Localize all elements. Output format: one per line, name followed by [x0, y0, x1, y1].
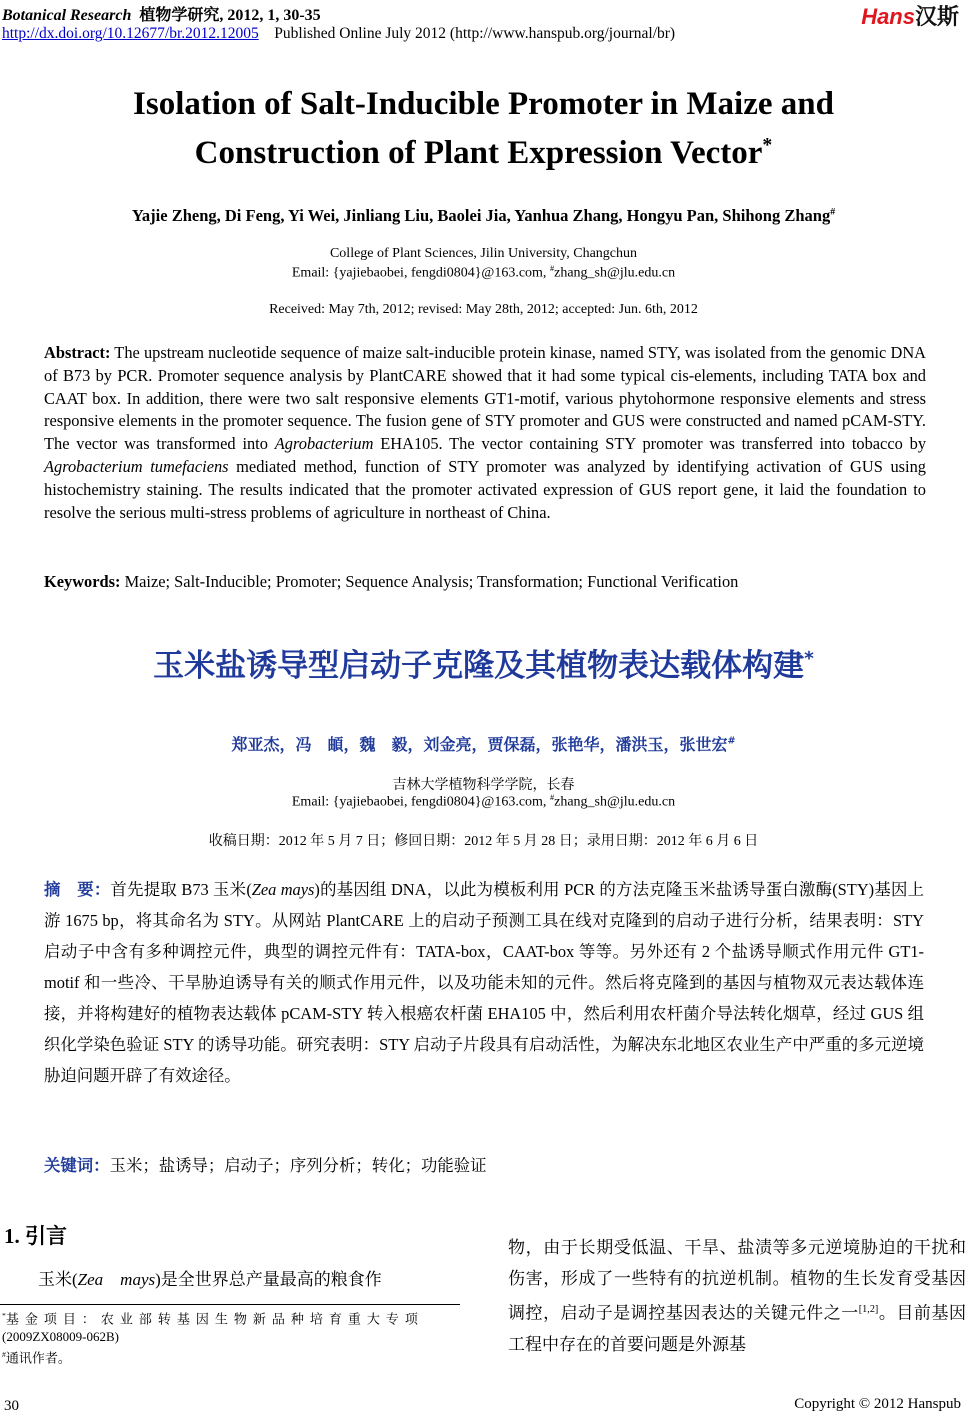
body-text: 玉米(	[38, 1270, 78, 1289]
title-line: Construction of Plant Expression Vector	[194, 135, 763, 171]
chinese-keywords	[44, 1152, 487, 1176]
keywords-label: Keywords:	[44, 572, 121, 591]
section-heading-introduction: 1. 引言	[4, 1224, 67, 1248]
left-column-text	[4, 1264, 460, 1295]
email-text: Email: {yajiebaobei, fengdi0804}@163.com,	[291, 265, 550, 281]
english-title	[0, 84, 967, 174]
footnote-mark: #	[830, 206, 836, 218]
abstract-italic: Agrobacterium	[274, 434, 374, 454]
english-affiliation: College of Plant Sciences, Jilin University, Changchun	[329, 246, 638, 261]
email-text: Email: {yajiebaobei, fengdi0804}@163.com,	[291, 794, 550, 810]
email-text: zhang_sh@jlu.edu.cn	[554, 794, 676, 810]
published-info: Published Online July 2012 (http://www.hanspub.org/journal/br)	[274, 25, 676, 42]
abstract-italic: Agrobacterium tumefaciens	[44, 456, 229, 476]
footnote-mark: *	[762, 134, 773, 156]
page-number: 30	[4, 1398, 19, 1414]
english-abstract	[44, 342, 926, 524]
abstract-text: 首先提取 B73 玉米(	[110, 880, 252, 899]
footnote-mark: #	[549, 264, 555, 273]
email-text: zhang_sh@jlu.edu.cn	[554, 265, 676, 281]
logo-cn: 汉斯	[914, 4, 959, 29]
chinese-received-dates: 收稿日期：2012 年 5 月 7 日；修回日期：2012 年 5 月 28 日；录用日期：2012 年 6 月 6 日	[208, 834, 759, 849]
keywords-label: 关键词：	[44, 1156, 110, 1175]
chinese-affiliation: 吉林大学植物科学学院，长春	[392, 778, 575, 793]
body-italic: Zea mays	[77, 1270, 156, 1289]
footnote-fund-code: (2009ZX08009-062B)	[2, 1329, 119, 1345]
citation: [1,2]	[858, 1304, 879, 1315]
abstract-label: Abstract:	[44, 343, 111, 362]
doi-line	[2, 25, 675, 43]
footnote-mark: *	[2, 1311, 6, 1320]
authors-text: 郑亚杰，冯 頔，魏 毅，刘金亮，贾保磊，张艳华，潘洪玉，张世宏	[231, 735, 728, 754]
copyright: Copyright © 2012 Hanspub	[794, 1396, 961, 1412]
chinese-authors	[0, 732, 967, 755]
abstract-text: The upstream nucleotide sequence of maize salt-inducible protein kinase, named STY, was isolated from the genomic DNA of B73 by PCR. Promoter sequence analysis by PlantCARE showed that it had some typical cis-elements, including TATA box and CAAT box. In addition, there were two salt responsive elements GT1-motif, various phytohormone responsive elements and stress responsive elements in the promoter sequence. The fusion gene of STY promoter and GUS were constructed and named pCAM-STY. The vector was transformed into	[44, 343, 926, 454]
authors-text: Yajie Zheng, Di Feng, Yi Wei, Jinliang Liu, Baolei Jia, Yanhua Zhang, Hongyu Pan, Shihong Zhang	[131, 206, 831, 225]
title-text: 玉米盐诱导型启动子克隆及其植物表达载体构建	[153, 648, 805, 684]
doi-link[interactable]: http://dx.doi.org/10.12677/br.2012.12005	[2, 25, 259, 42]
english-email	[0, 264, 967, 282]
body-text: 。目前基因工程中存在的首要问题是外源基	[508, 1303, 967, 1354]
journal-header	[2, 2, 321, 25]
footnote-divider	[0, 1304, 460, 1305]
body-text: 物，由于长期受低温、干旱、盐渍等多元逆境胁迫的干扰和伤害，形成了一些特有的抗逆机制。植物的生长发育受基因调控，启动子是调控基因表达的关键元件之一	[508, 1238, 966, 1323]
footnote-fund	[2, 1307, 460, 1328]
journal-name: Botanical Research	[2, 7, 132, 24]
footnote-mark: #	[727, 735, 736, 747]
abstract-text: mediated method, function of STY promoter was analyzed by identifying activation of GUS using histochemistry staining. The results indicated that the promoter activated expression of GUS report gene, it laid the foundation to resolve the serious multi-stress problems of agriculture in northeast of China.	[44, 456, 926, 522]
logo-latin: Hans	[861, 4, 915, 29]
footnote-correspondence	[2, 1346, 460, 1367]
chinese-title	[0, 640, 967, 685]
chinese-abstract	[44, 874, 924, 1091]
keywords-text: Maize; Salt-Inducible; Promoter; Sequence Analysis; Transformation; Functional Verification	[120, 572, 739, 591]
journal-citation: 植物学研究, 2012, 1, 30-35	[139, 7, 321, 24]
right-column-text	[508, 1232, 966, 1360]
footnote-mark: #	[2, 1350, 6, 1360]
footnote-text: 通讯作者。	[5, 1350, 71, 1366]
abstract-italic: Zea mays	[251, 880, 315, 899]
english-received-dates: Received: May 7th, 2012; revised: May 28th, 2012; accepted: Jun. 6th, 2012	[269, 302, 698, 317]
keywords-text: 玉米；盐诱导；启动子；序列分析；转化；功能验证	[109, 1156, 487, 1175]
body-text: )是全世界总产量最高的粮食作	[155, 1270, 382, 1289]
abstract-label: 摘 要：	[44, 880, 111, 899]
footnote-mark: *	[804, 648, 814, 670]
abstract-text: )的基因组 DNA，以此为模板利用 PCR 的方法克隆玉米盐诱导蛋白激酶(STY)基因上游 1675 bp，将其命名为 STY。从网站 PlantCARE 上的启动子预测工具在线对克隆到的启动子进行分析，结果表明：STY 启动子中含有多种调控元件，典型的调控元件有：TATA-box，CAAT-box 等等。另外还有 2 个盐诱导顺式作用元件 GT1-motif 和一些冷、干旱胁迫诱导有关的顺式作用元件，以及功能未知的元件。然后将克隆到的基因与植物双元表达载体连接，并将构建好的植物表达载体 pCAM-STY 转入根癌农杆菌 EHA105 中，然后利用农杆菌介导法转化烟草，经过 GUS 组织化学染色验证 STY 的诱导功能。研究表明：STY 启动子片段具有启动活性，为解决东北地区农业生产中严重的多元逆境胁迫问题开辟了有效途径。	[44, 880, 925, 1085]
abstract-text: EHA105. The vector containing STY promoter was transferred into tobacco by	[373, 434, 927, 454]
footnotes	[2, 1307, 460, 1368]
footnote-mark: #	[549, 793, 555, 802]
chinese-email	[0, 793, 967, 811]
footnote-text: 基金项目：农业部转基因生物新品种培育重大专项	[5, 1311, 424, 1327]
english-authors	[0, 206, 967, 226]
title-line: Isolation of Salt-Inducible Promoter in Maize and	[133, 86, 834, 122]
hans-logo	[861, 0, 959, 31]
english-keywords	[44, 572, 738, 592]
